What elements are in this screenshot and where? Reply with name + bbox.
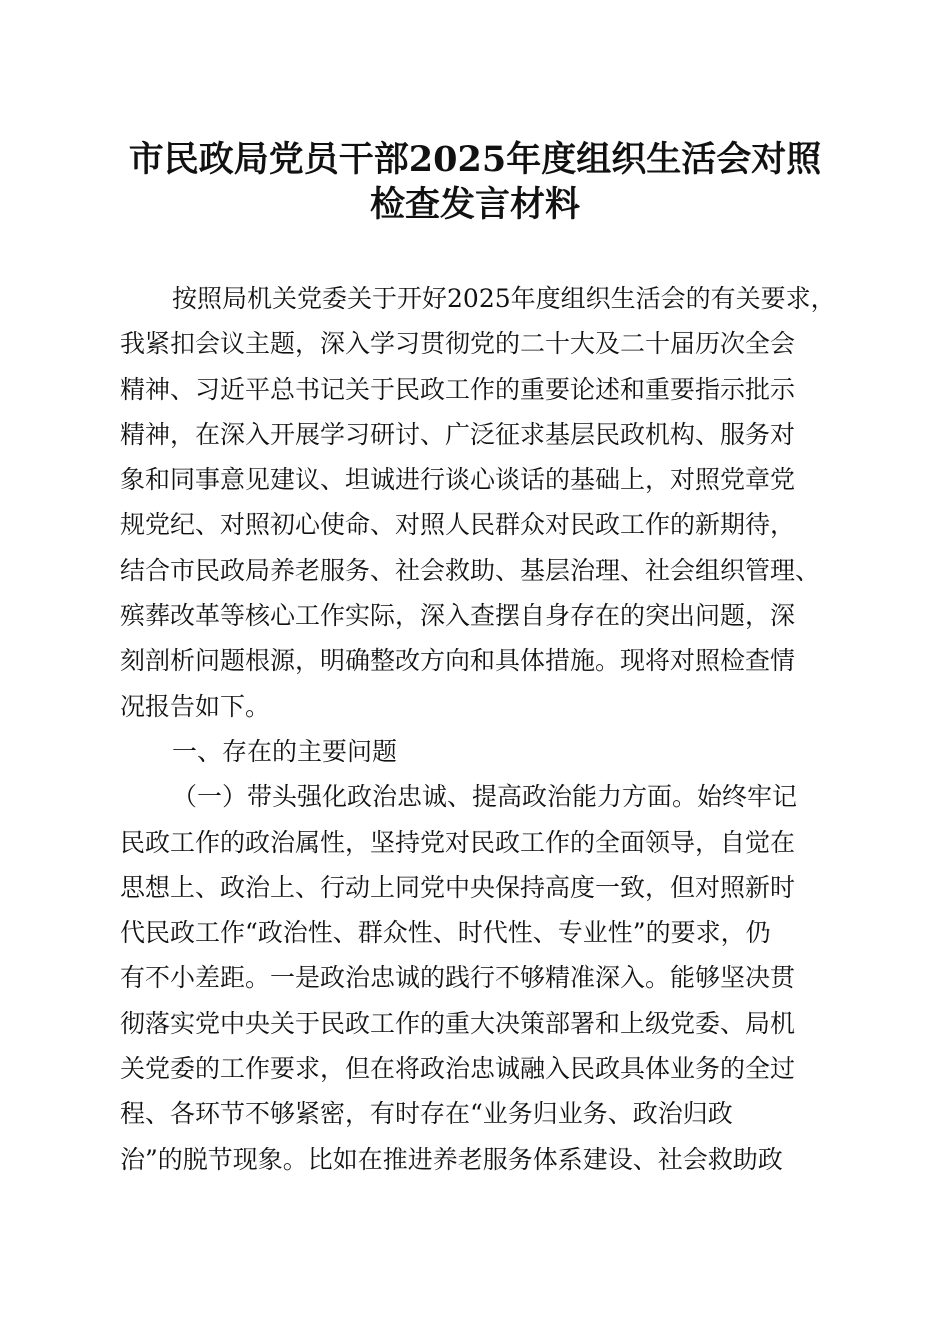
text-line: 程、各环节不够紧密，有时存在“业务归业务、政治归政 [120, 1099, 733, 1129]
text-line: 按照局机关党委关于开好2025年度组织生活会的有关要求， [172, 284, 836, 313]
text-line: 结合市民政局养老服务、社会救助、基层治理、社会组织管理、 [120, 555, 821, 585]
text-line: 精神，在深入开展学习研讨、广泛征求基层民政机构、服务对 [120, 419, 796, 449]
text-line: 彻落实党中央关于民政工作的重大决策部署和上级党委、局机 [120, 1008, 796, 1038]
text-line: 治”的脱节现象。比如在推进养老服务体系建设、社会救助政 [120, 1144, 783, 1174]
text-line: 刻剖析问题根源，明确整改方向和具体措施。现将对照检查情 [120, 646, 796, 676]
text-line: （一）带头强化政治忠诚、提高政治能力方面。始终牢记 [172, 782, 798, 812]
text-line: 关党委的工作要求，但在将政治忠诚融入民政具体业务的全过 [120, 1054, 796, 1084]
text-line: 民政工作的政治属性，坚持党对民政工作的全面领导，自觉在 [120, 827, 796, 857]
document-body [120, 276, 840, 1182]
text-line: 殡葬改革等核心工作实际，深入查摆自身存在的突出问题，深 [120, 601, 796, 631]
text-line: 有不小差距。一是政治忠诚的践行不够精准深入。能够坚决贯 [120, 963, 796, 993]
text-line: 象和同事意见建议、坦诚进行谈心谈话的基础上，对照党章党 [120, 465, 796, 495]
text-line: 况报告如下。 [120, 691, 271, 721]
section-heading: 一、存在的主要问题 [172, 736, 398, 766]
title-line-1: 市民政局党员干部2025年度组织生活会对照 [128, 139, 822, 180]
section-1-paragraph [120, 774, 840, 1182]
text-line: 精神、习近平总书记关于民政工作的重要论述和重要指示批示 [120, 374, 796, 404]
intro-paragraph [120, 276, 840, 729]
text-line: 思想上、政治上、行动上同党中央保持高度一致，但对照新时 [120, 872, 796, 902]
text-line: 代民政工作“政治性、群众性、时代性、专业性”的要求，仍 [120, 918, 771, 948]
document-title [0, 137, 950, 227]
text-line: 规党纪、对照初心使命、对照人民群众对民政工作的新期待， [120, 510, 796, 540]
text-line: 我紧扣会议主题，深入学习贯彻党的二十大及二十届历次全会 [120, 329, 796, 359]
title-line-2: 检查发言材料 [369, 184, 580, 225]
